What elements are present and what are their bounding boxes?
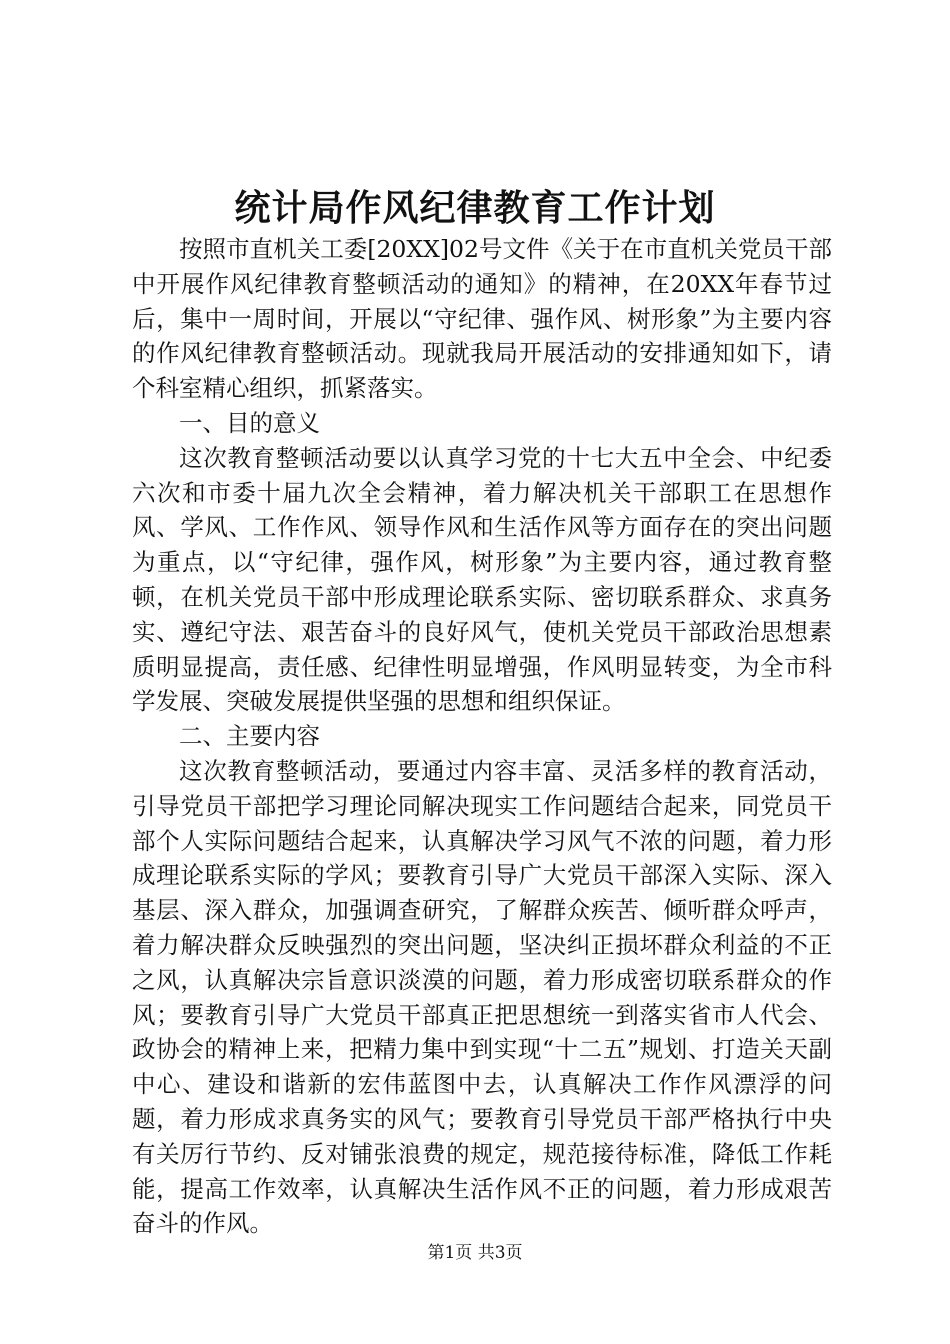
document-body bbox=[132, 232, 832, 1241]
intro-paragraph: 按照市直机关工委[20XX]02号文件《关于在市直机关党员干部中开展作风纪律教育整顿活动的通知》的精神，在20XX年春节过后，集中一周时间，开展以“守纪律、强作风、树形象”为主要内容的作风纪律教育整顿活动。现就我局开展活动的安排通知如下，请个科室精心组织，抓紧落实。 bbox=[132, 235, 832, 403]
section-heading-content: 二、主要内容 bbox=[179, 722, 320, 751]
document-title: 统计局作风纪律教育工作计划 bbox=[234, 187, 716, 229]
page-footer: 第1页 共3页 bbox=[427, 1243, 523, 1263]
section-text-content: 这次教育整顿活动，要通过内容丰富、灵活多样的教育活动，引导党员干部把学习理论同解决现实工作问题结合起来，同党员干部个人实际问题结合起来，认真解决学习风气不浓的问题，着力形成理论联系实际的学风；要教育引导广大党员干部深入实际、深入基层、深入群众，加强调查研究，了解群众疾苦、倾听群众呼声，着力解决群众反映强烈的突出问题，坚决纠正损坏群众利益的不正之风，认真解决宗旨意识淡漠的问题，着力形成密切联系群众的作风；要教育引导广大党员干部真正把思想统一到落实省市人代会、政协会的精神上来，把精力集中到实现“十二五”规划、打造关天副中心、建设和谐新的宏伟蓝图中去，认真解决工作作风漂浮的问题，着力形成求真务实的风气；要教育引导党员干部严格执行中央有关厉行节约、反对铺张浪费的规定，规范接待标准，降低工作耗能，提高工作效率，认真解决生活作风不正的问题，着力形成艰苦奋斗的作风。 bbox=[132, 756, 832, 1238]
section-text-purpose: 这次教育整顿活动要以认真学习党的十七大五中全会、中纪委六次和市委十届九次全会精神，着力解决机关干部职工在思想作风、学风、工作作风、领导作风和生活作风等方面存在的突出问题为重点，以“守纪律，强作风，树形象”为主要内容，通过教育整顿，在机关党员干部中形成理论联系实际、密切联系群众、求真务实、遵纪守法、艰苦奋斗的良好风气，使机关党员干部政治思想素质明显提高，责任感、纪律性明显增强，作风明显转变，为全市科学发展、突破发展提供坚强的思想和组织保证。 bbox=[132, 443, 832, 716]
section-heading-purpose: 一、目的意义 bbox=[179, 408, 320, 437]
